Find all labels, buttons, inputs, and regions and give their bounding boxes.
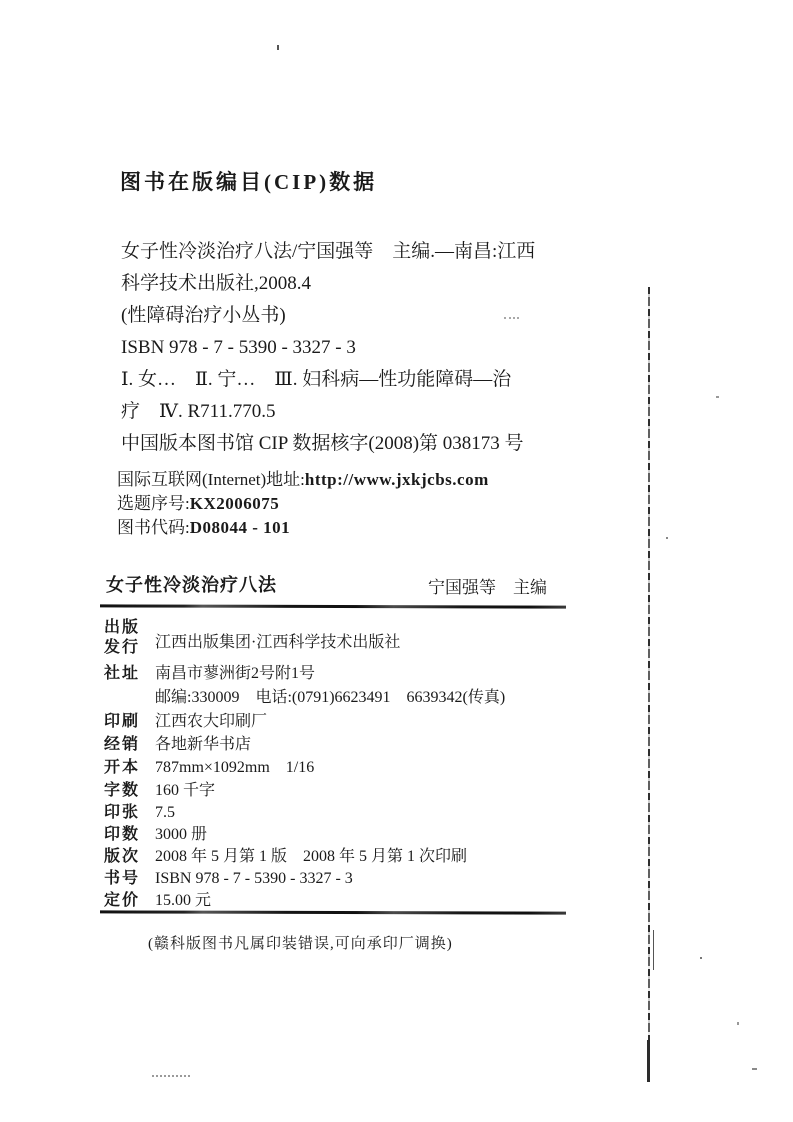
colophon-row-edition [104, 843, 467, 866]
serial-number-label: 选题序号: [117, 494, 190, 513]
colophon-value: 160 千字 [155, 782, 216, 799]
book-code-label: 图书代码: [117, 518, 190, 537]
scan-artifact-vertical-line-segment [653, 930, 654, 970]
colophon-label: 印张 [104, 804, 141, 821]
colophon-value: 7.5 [155, 804, 175, 821]
colophon-value-publisher: 江西出版集团·江西科学技术出版社 [155, 634, 401, 651]
book-editors: 宁国强等 主编 [428, 578, 547, 597]
horizontal-rule-top [100, 604, 566, 608]
cip-registry-line: 中国版本图书馆 CIP 数据核字(2008)第 038173 号 [121, 433, 524, 454]
scan-artifact-speck [737, 1022, 739, 1025]
colophon-value: ISBN 978 - 7 - 5390 - 3327 - 3 [155, 870, 353, 887]
colophon-value-postcode-phone: 邮编:330009 电话:(0791)6623491 6639342(传真) [155, 689, 506, 706]
colophon-label: 印数 [104, 826, 141, 843]
book-title: 女子性冷淡治疗八法 [106, 575, 277, 595]
colophon-value: 15.00 元 [155, 892, 212, 909]
cip-classification-line: Ⅰ. 女… Ⅱ. 宁… Ⅲ. 妇科病—性功能障碍—治 [121, 369, 512, 390]
internet-address-line [117, 468, 489, 492]
cip-line: 科学技术出版社,2008.4 [121, 273, 312, 294]
cip-classification-line: 疗 Ⅳ. R711.770.5 [121, 401, 276, 422]
scan-artifact-speck [277, 45, 279, 50]
internet-address-url: http://www.jxkjcbs.com [304, 470, 489, 489]
serial-number-value: KX2006075 [189, 494, 280, 513]
colophon-row-printer [104, 708, 267, 731]
book-code-value: D08044 - 101 [189, 518, 291, 537]
colophon-label: 字数 [104, 782, 141, 799]
colophon-value: 3000 册 [155, 826, 208, 843]
colophon-label: 印刷 [104, 713, 141, 730]
colophon-row-address [104, 660, 315, 683]
colophon-row-sheets [104, 799, 175, 822]
colophon-label-publish: 出版 发行 [104, 619, 141, 656]
colophon-label: 定价 [104, 892, 141, 909]
scan-artifact-dotted-line [152, 1075, 190, 1077]
colophon-row-print-run [104, 821, 207, 844]
colophon-label: 社址 [104, 665, 141, 682]
publisher-meta-block [117, 468, 489, 540]
scan-artifact-dotted-marks [504, 317, 519, 319]
colophon-label: 版次 [104, 848, 141, 865]
colophon-row-distributor [104, 731, 251, 754]
scan-artifact-line-end-blob [647, 1040, 650, 1082]
colophon-value: 各地新华书店 [155, 736, 252, 753]
serial-number-line [117, 492, 489, 516]
cip-heading: 图书在版编目(CIP)数据 [120, 170, 378, 194]
colophon-value: 江西农大印刷厂 [155, 713, 268, 730]
colophon-value: 787mm×1092mm 1/16 [155, 759, 315, 776]
book-code-line [117, 516, 489, 540]
cip-line: (性障碍治疗小丛书) [121, 305, 286, 326]
horizontal-rule-bottom [100, 910, 566, 914]
scan-artifact-speck [752, 1068, 757, 1070]
scan-artifact-speck [666, 537, 668, 539]
colophon-label: 开本 [104, 759, 141, 776]
scan-artifact-speck [716, 396, 719, 398]
colophon-row-format [104, 754, 314, 777]
scan-artifact-speck [700, 957, 702, 959]
scan-artifact-vertical-line [648, 287, 650, 1080]
colophon-label: 书号 [104, 870, 141, 887]
colophon-row-isbn [104, 865, 353, 888]
cip-isbn-line: ISBN 978 - 7 - 5390 - 3327 - 3 [121, 337, 356, 358]
colophon-row-price [104, 887, 211, 910]
colophon-value: 南昌市蓼洲街2号附1号 [155, 665, 316, 682]
colophon-value: 2008 年 5 月第 1 版 2008 年 5 月第 1 次印刷 [155, 848, 468, 865]
misprint-exchange-note: (赣科版图书凡属印装错误,可向承印厂调换) [148, 936, 453, 952]
internet-address-label: 国际互联网(Internet)地址: [117, 470, 305, 489]
colophon-row-word-count [104, 777, 215, 800]
cip-description-block [121, 236, 535, 460]
cip-line: 女子性冷淡治疗八法/宁国强等 主编.—南昌:江西 [121, 241, 536, 262]
colophon-label: 经销 [104, 736, 141, 753]
